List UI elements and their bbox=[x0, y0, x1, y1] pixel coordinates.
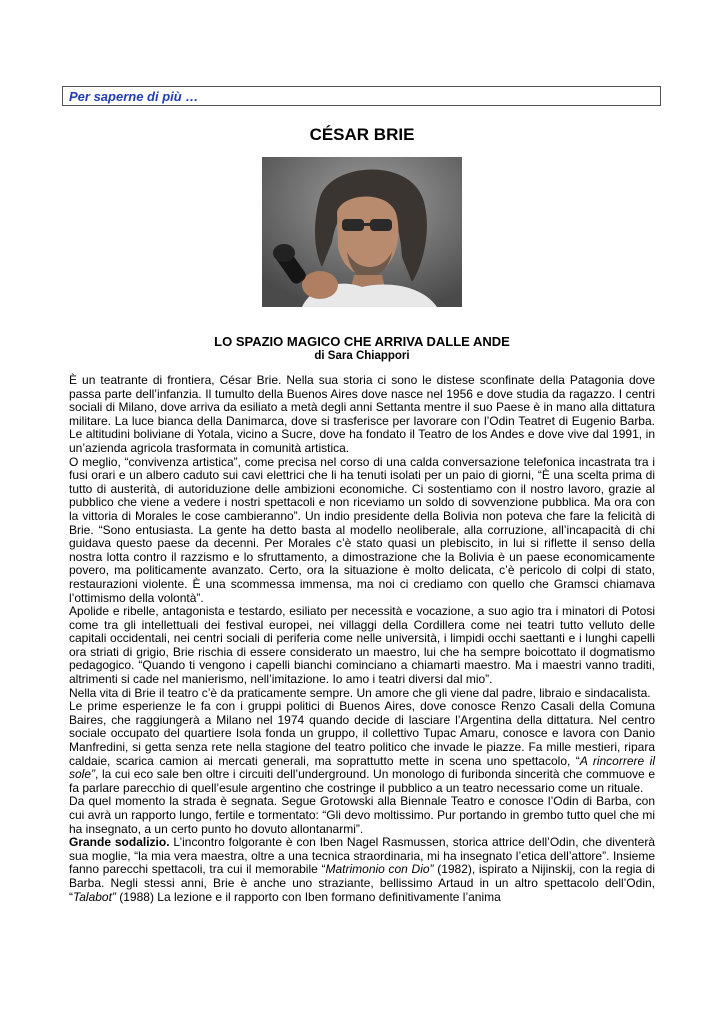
article-headline: LO SPAZIO MAGICO CHE ARRIVA DALLE ANDE bbox=[214, 334, 510, 349]
show-title: A rincorrere il sole” bbox=[69, 753, 656, 782]
paragraph: Da quel momento la strada è segnata. Segue Grotowski alla Biennale Teatro e conosce l’Odin di Barba, con cui avrà un rapporto lungo, fertile e tormentato: “Gli devo moltissimo. Pur portando in grembo tutto quel che mi ha insegnato, a un certo punto ho dovuto allontanarmi”. bbox=[69, 794, 655, 836]
article-body bbox=[69, 374, 655, 904]
portrait-photo bbox=[262, 157, 462, 307]
text-run: (1988) La lezione e il rapporto con Iben formano definitivamente l’anima bbox=[115, 889, 501, 904]
text-run: , la cui eco sale ben oltre i circuiti dell’underground. Un monologo di furibonda sincerità che commuove e fa parlare parecchio di quell’esule argentino che costringe il pubblico a un teatro necessario come un rituale. bbox=[69, 767, 655, 795]
paragraph: È un teatrante di frontiera, César Brie. Nella sua storia ci sono le distese sconfinate della Patagonia dove passa parte dell’infanzia. Il tumulto della Buenos Aires dove nasce nel 1956 e dove studia da ragazzo. I centri sociali di Milano, dove arriva da esiliato a metà degli anni Settanta mentre il suo Paese è in mano alla dittatura militare. La luce bianca della Danimarca, dove si trasferisce per lavorare con l’Odin Teatret di Eugenio Barba. Le altitudini boliviane di Yotala, vicino a Sucre, dove ha fondato il Teatro de los Andes e dove vive dal 1991, in un’azienda agricola trasformata in comunità artistica. bbox=[69, 373, 655, 455]
text-run: (1982), ispirato a Nijinskij, con la regia di Barba. Negli stessi anni, Brie è anche uno straziante, bellissimo Artaud in un altro spettacolo dell’Odin, “ bbox=[69, 862, 655, 904]
section-heading: Grande sodalizio. bbox=[69, 835, 170, 850]
article-byline: di Sara Chiappori bbox=[314, 350, 410, 362]
portrait-photo-icon bbox=[262, 157, 462, 307]
paragraph: Nella vita di Brie il teatro c’è da praticamente sempre. Un amore che gli viene dal padre, libraio e sindacalista. bbox=[69, 685, 651, 700]
paragraph: O meglio, “convivenza artistica”, come precisa nel corso di una calda conversazione telefonica incastrata tra i fusi orari e un albero caduto sui cavi elettrici che li ha tenuti isolati per un paio di giorni, “È una scelta prima di tutto di austerità, di autoriduzione delle ambizioni economiche. Ci sostentiamo con il nostro lavoro, grazie al pubblico che viene a vedere i nostri spettacoli e non riceviamo un soldo di sovvenzione pubblica. Ma ora con la vittoria di Morales le cose cambieranno”. Un indio presidente della Bolivia non poteva che fare la felicità di Brie. “Sono entusiasta. La gente ha detto basta al modello neoliberale, alla corruzione, all’incapacità di chi guidava questo paese da decenni. Per Morales c’è stato quasi un plebiscito, in lui si riflette il senso della nostra lotta contro il razzismo e lo sfruttamento, a dimostrazione che la Bolivia è un paese economicamente povero, ma politicamente avanzato. Certo, ora la situazione è molto delicata, c’è pericolo di colpi di stato, restaurazioni violente. È una scommessa immensa, ma noi ci crediamo con quello che Gramsci chiamava l’ottimismo della volontà”. bbox=[69, 454, 655, 605]
paragraph bbox=[69, 700, 655, 795]
banner-label: Per saperne di più … bbox=[69, 89, 199, 104]
text-run: Le prime esperienze le fa con i gruppi politici di Buenos Aires, dove conosce Renzo Casali della Comuna Baires, che raggiungerà a Milano nel 1974 quando decide di lasciare l’Argentina della dittatura. Nel centro sociale occupato del quartiere Isola fonda un gruppo, il collettivo Tupac Amaru, conosce e lavora con Danio Manfredini, si getta senza rete nella stagione del teatro politico che invade le piazze. Fa mille mestieri, ripara caldaie, scarica camion ai mercati generali, ma soprattutto mette in scena uno spettacolo, “ bbox=[69, 699, 655, 768]
show-title: Matrimonio con Dio” bbox=[325, 862, 434, 877]
section-banner bbox=[62, 86, 661, 106]
text-run: L’incontro folgorante è con Iben Nagel Rasmussen, storica attrice dell’Odin, che diventerà sua moglie, “la mia vera maestra, oltre a una tecnica straordinaria, mi ha insegnato l’etica dell’attore”. Insieme fanno parecchi spettacoli, tra cui il memorabile “ bbox=[69, 835, 655, 877]
page-title: CÉSAR BRIE bbox=[309, 125, 415, 144]
paragraph bbox=[69, 836, 655, 904]
paragraph: Apolide e ribelle, antagonista e testardo, esiliato per necessità e vocazione, a suo agio tra i minatori di Potosi come tra gli intellettuali dei festival europei, nei villaggi della Cordillera come nei teatri tutto velluto delle capitali occidentali, nei centri sociali di periferia come nelle università, i limpidi occhi saettanti e i lunghi capelli ora striati di grigio, Brie rischia di essere considerato un maestro, lui che ha sempre boicottato il dogmatismo pedagogico. “Quando ti vengono i capelli bianchi cominciano a chiamarti maestro. Ma i maestri vanno traditi, altrimenti si cade nel manierismo, nell’imitazione. Io amo i teatri diversi dal mio”. bbox=[69, 604, 655, 687]
show-title: Talabot” bbox=[73, 889, 116, 904]
